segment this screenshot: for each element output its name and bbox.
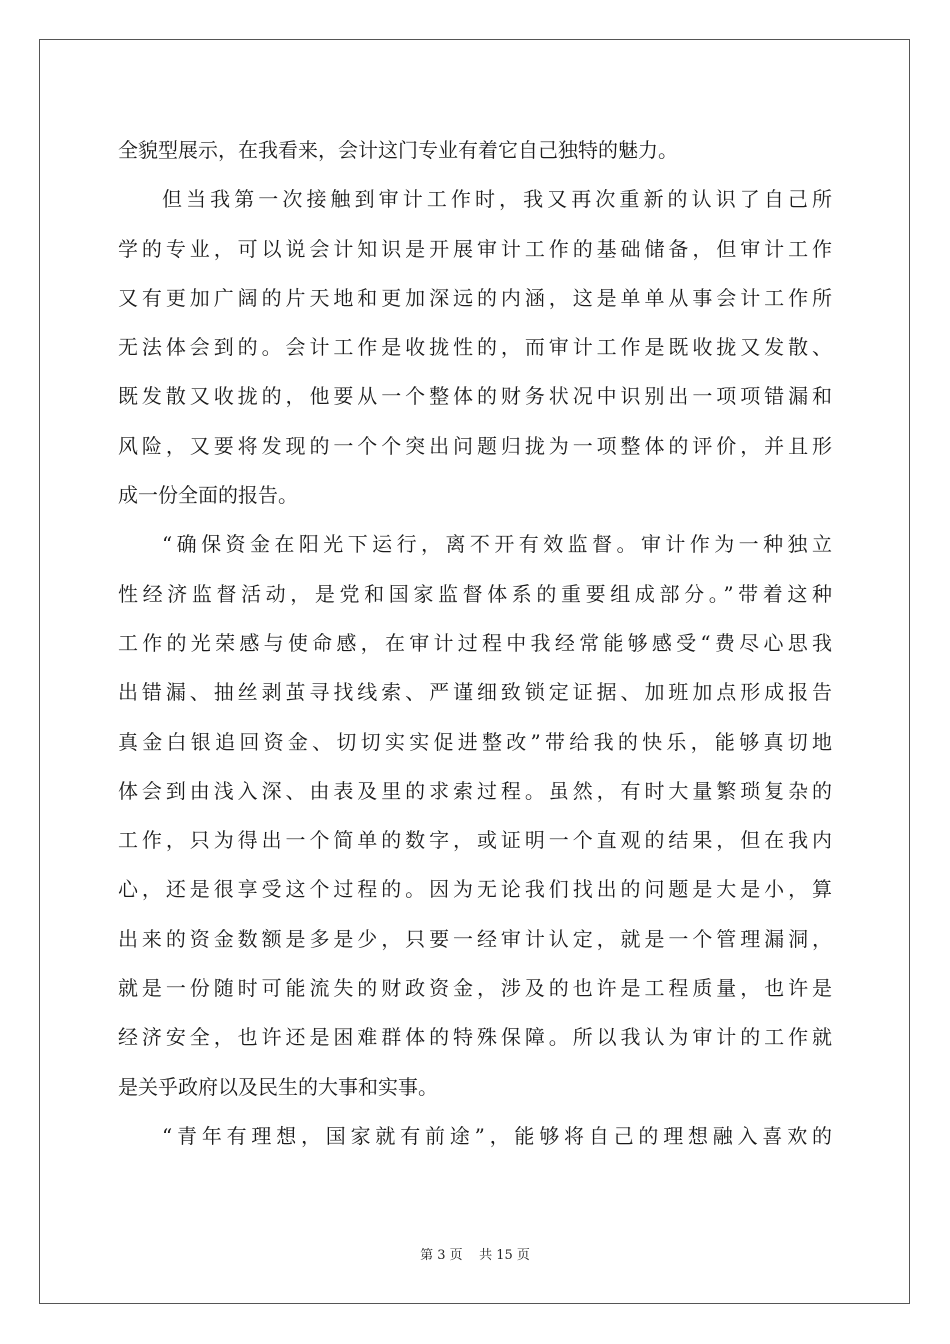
- text-line: 真金白银追回资金、切切实实促进整改”带给我的快乐，能够真切地: [118, 729, 832, 754]
- text-line: 心，还是很享受这个过程的。因为无论我们找出的问题是大是小，算: [118, 877, 832, 902]
- page-number-footer: 第 3 页 共 15 页: [420, 1248, 530, 1263]
- text-line: 经济安全，也许还是困难群体的特殊保障。所以我认为审计的工作就: [118, 1025, 832, 1050]
- text-line: 全貌型展示，在我看来，会计这门专业有着它自己独特的魅力。: [118, 138, 678, 162]
- text-line: 既发散又收拢的，他要从一个整体的财务状况中识别出一项项错漏和: [118, 384, 832, 409]
- text-line: 但当我第一次接触到审计工作时，我又再次重新的认识了自己所: [162, 187, 832, 212]
- text-line: 无法体会到的。会计工作是收拢性的，而审计工作是既收拢又发散、: [118, 335, 832, 360]
- document-body: [118, 126, 832, 1161]
- text-line: 学的专业，可以说会计知识是开展审计工作的基础储备，但审计工作: [118, 236, 832, 261]
- text-line: 成一份全面的报告。: [118, 483, 298, 508]
- text-line: 就是一份随时可能流失的财政资金，涉及的也许是工程质量，也许是: [118, 976, 832, 1001]
- text-line: 风险，又要将发现的一个个突出问题归拢为一项整体的评价，并且形: [118, 433, 832, 458]
- text-line: 又有更加广阔的片天地和更加深远的内涵，这是单单从事会计工作所: [118, 285, 832, 310]
- text-line: 工作，只为得出一个简单的数字，或证明一个直观的结果，但在我内: [118, 828, 832, 853]
- paragraph: [118, 1112, 832, 1161]
- text-line: 体会到由浅入深、由表及里的求索过程。虽然，有时大量繁琐复杂的: [118, 778, 832, 803]
- paragraph: [118, 520, 832, 1112]
- paragraph: [118, 175, 832, 520]
- text-line: 出错漏、抽丝剥茧寻找线索、严谨细致锁定证据、加班加点形成报告: [118, 680, 832, 705]
- text-line: 工作的光荣感与使命感，在审计过程中我经常能够感受“费尽心思我: [118, 630, 832, 655]
- text-line: “青年有理想，国家就有前途”，能够将自己的理想融入喜欢的: [162, 1123, 832, 1148]
- text-line: 是关乎政府以及民生的大事和实事。: [118, 1074, 438, 1099]
- text-line: 出来的资金数额是多是少，只要一经审计认定，就是一个管理漏洞，: [118, 926, 832, 951]
- text-line: “确保资金在阳光下运行，离不开有效监督。审计作为一种独立: [162, 532, 832, 557]
- paragraph: [118, 126, 832, 175]
- text-line: 性经济监督活动，是党和国家监督体系的重要组成部分。”带着这种: [118, 581, 832, 606]
